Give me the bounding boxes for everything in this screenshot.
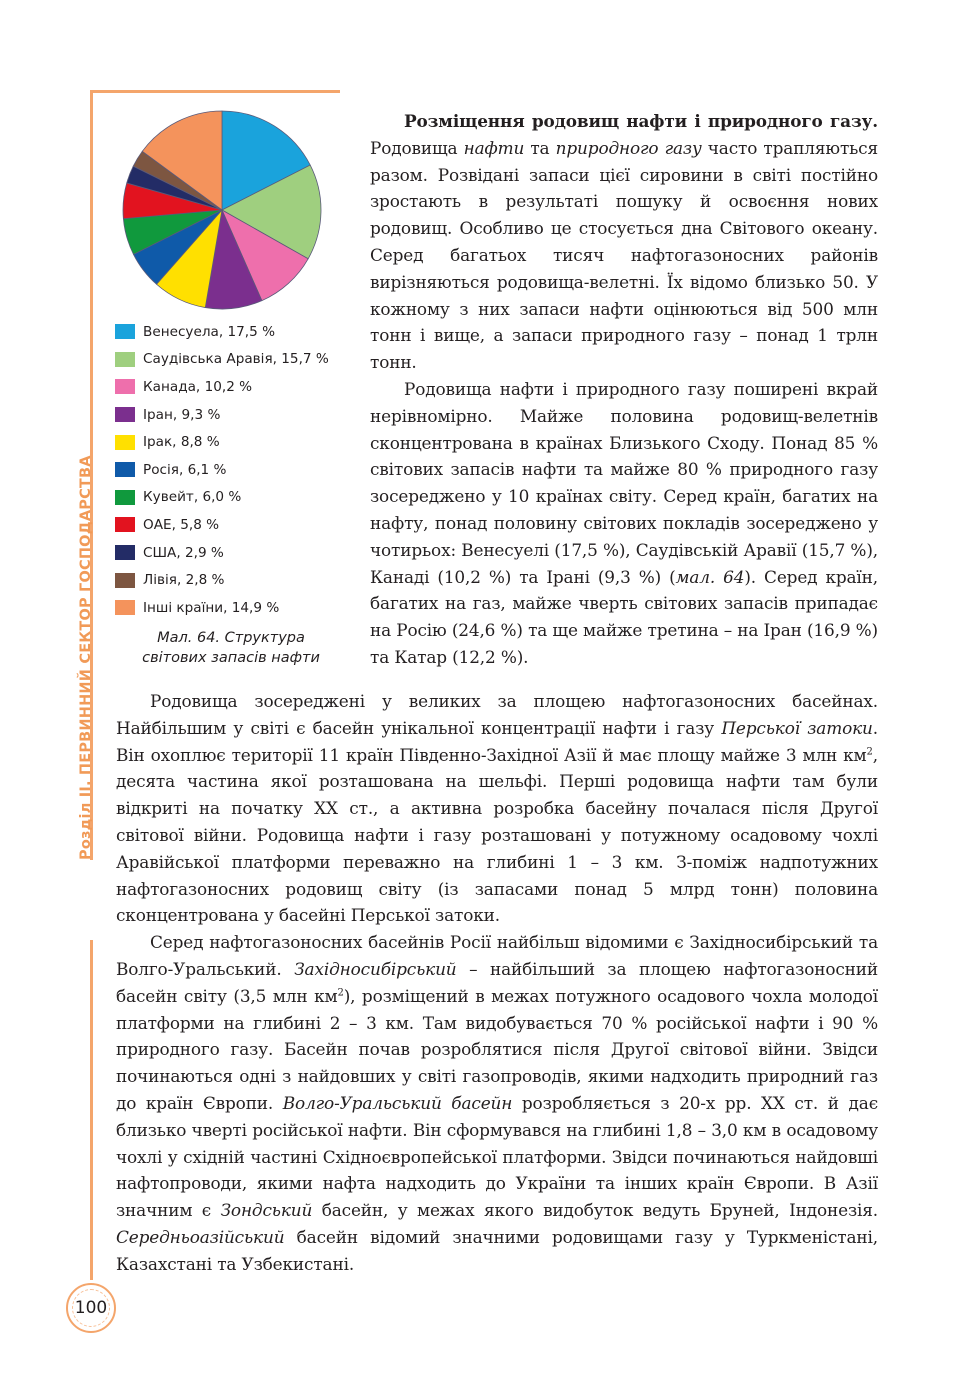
legend-label: ОАЕ, 5,8 % — [143, 516, 220, 533]
paragraph-2: Родовища нафти і природного газу поширені вкрай нерівномірно. Майже половина родовищ-велетнів сконцентрована в країнах Близького Сходу. Понад 85 % світових запасів нафти та майже 80 % природного газу зосереджено у 10 країнах світу. Серед країн, багатих на нафту, понад половину світових покладів зосереджено у чотирьох: Венесуелі (17,5 %), Саудівській Аравії (15,7 %), Канаді (10,2 %) та Ірані (9,3 %) (мал. 64). Серед країн, багатих на газ, майже чверть світових запасів припадає на Росію (24,6 %) та ще майже третина – на Іран (16,9 %) та Катар (12,2 %). — [370, 378, 879, 667]
paragraph-3: Родовища зосереджені у великих за площею нафтогазоносних басейнах. Найбільшим у світі є басейн унікальної концентрації нафти і газу Перської затоки. Він охоплює території 11 країн Південно-Західної Азії й має площу майже 3 млн $км^2$, десята частина якої розташована на шельфі. Перші родовища нафти там були відкриті на початку XX ст., а активна розробка басейну почалася після Другої світової війни. Родовища нафти і газу розташовані у потужному осадовому чохлі Аравійської платформи переважно на глибині 1 – 3 км. З-поміж надпотужних нафтогазоносних родовищ світу (із запасами понад 5 млрд тонн) половина сконцентрована у басейні Перської затоки. — [116, 691, 878, 926]
paragraph-4: Серед нафтогазоносних басейнів Росії найбільш відомими є Західносибірський та Волго-Уральський. Західносибірський – найбільший за площею нафтогазоносний басейн світу (3,5 млн $км^2$), розміщений в межах потужного осадового чохла молодої платформи на глибині 2 – 3 км. Там видобувається 70 % російської нафти і 90 % природного газу. Басейн почав розроблятися після Другої світової війни. Звідси починаються одні з найдовших у світі газопроводів, якими надходить природний газ до країн Європи. Волго-Уральський басейн розробляється з 20-х рр. XX ст. й дає близько чверті російської нафти. Він сформувався на глибині 1,8 – 3,0 км в осадовому чохлі у східній частині Східноєвропейської платформи. Звідси починаються найдовші нафтопроводи, якими нафта надходить до України та інших країн Європи. В Азії значним є Зондський басейн, у межах якого видобуток ведуть Бруней, Індонезія. Середньоазійський басейн відомий значними родовищами газу у Туркменістані, Казахстані та Узбекистані. — [116, 932, 879, 1274]
legend-swatch — [115, 324, 135, 339]
legend-item — [115, 346, 329, 374]
figure-caption-line1: Мал. 64. Структура — [157, 630, 305, 646]
legend-label: Канада, 10,2 % — [143, 378, 253, 395]
legend-item — [115, 401, 329, 429]
legend-label: Іран, 9,3 % — [143, 406, 221, 423]
legend-label: Саудівська Аравія, 15,7 % — [143, 351, 329, 368]
legend-swatch — [115, 573, 135, 588]
legend-swatch — [115, 600, 135, 615]
legend-label: Інші країни, 14,9 % — [143, 599, 280, 616]
legend-item — [115, 373, 329, 401]
legend-swatch — [115, 379, 135, 394]
legend-swatch — [115, 490, 135, 505]
pie-legend — [115, 318, 329, 622]
legend-swatch — [115, 462, 135, 477]
legend-item — [115, 318, 329, 346]
legend-item — [115, 539, 329, 567]
legend-item — [115, 594, 329, 622]
legend-label: Лівія, 2,8 % — [143, 572, 225, 589]
legend-swatch — [115, 545, 135, 560]
legend-label: Кувейт, 6,0 % — [143, 489, 242, 506]
legend-swatch — [115, 517, 135, 532]
legend-label: Венесуела, 17,5 % — [143, 323, 275, 340]
text-column-full — [116, 688, 878, 1278]
page-frame-top — [90, 90, 340, 93]
section-side-label: Розділ ІІ. ПЕРВИННИЙ СЕКТОР ГОСПОДАРСТВА — [78, 455, 94, 860]
legend-swatch — [115, 407, 135, 422]
legend-item — [115, 511, 329, 539]
page-number: 100 — [66, 1283, 116, 1333]
legend-label: Росія, 6,1 % — [143, 461, 227, 478]
figure-caption — [118, 628, 344, 668]
legend-swatch — [115, 352, 135, 367]
figure-reference: мал. 64 — [675, 566, 745, 587]
legend-item — [115, 428, 329, 456]
text-column-right — [370, 108, 878, 671]
legend-label: США, 2,9 % — [143, 544, 224, 561]
legend-item — [115, 484, 329, 512]
oil-reserves-pie-chart — [120, 108, 324, 312]
paragraph-1: Розміщення родовищ нафти і природного газу. Родовища нафти та природного газу часто трапляються разом. Розвідані запаси цієї сировини в світі постійно зростають в результаті пошуку й освоєння нових родовищ. Особливо це стосується дна Світового океану. Серед багатьох тисяч нафтогазоносних районів вирізняються родовища-велетні. Їх відомо близько 50. У кожному з них запаси нафти оцінюються від 500 млн тонн і вище, а запаси природного газу – понад 1 трлн тонн. — [370, 111, 878, 373]
legend-item — [115, 566, 329, 594]
section-heading: Розміщення родовищ нафти і природного газу. — [404, 111, 878, 131]
page-frame-left-lower — [90, 940, 93, 1280]
legend-item — [115, 456, 329, 484]
legend-swatch — [115, 435, 135, 450]
legend-label: Ірак, 8,8 % — [143, 434, 220, 451]
figure-caption-line2: світових запасів нафти — [142, 650, 320, 666]
